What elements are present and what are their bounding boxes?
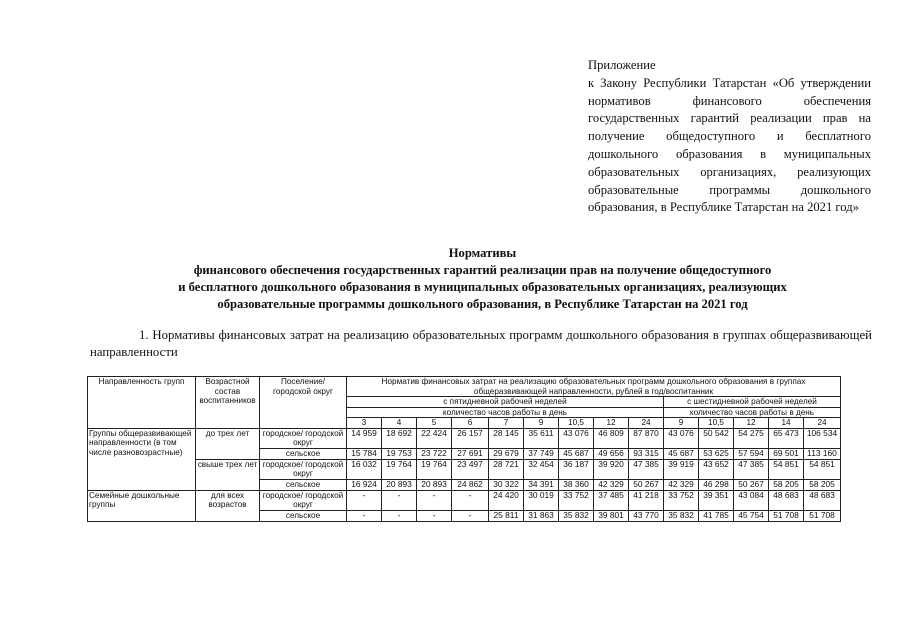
value-cell: - — [382, 490, 417, 510]
hours-cell: 5 — [417, 418, 452, 429]
value-cell: 54 275 — [734, 428, 769, 448]
value-cell: 24 420 — [489, 490, 524, 510]
value-cell: 28 145 — [489, 428, 524, 448]
value-cell: 27 691 — [452, 448, 489, 459]
value-cell: 43 084 — [734, 490, 769, 510]
value-cell: 51 708 — [769, 510, 804, 521]
value-cell: 45 687 — [664, 448, 699, 459]
value-cell: 87 870 — [629, 428, 664, 448]
value-cell: - — [452, 490, 489, 510]
value-cell: 19 764 — [417, 459, 452, 479]
value-cell: 18 692 — [382, 428, 417, 448]
value-cell: 48 683 — [769, 490, 804, 510]
value-cell: 34 391 — [524, 479, 559, 490]
value-cell: 35 611 — [524, 428, 559, 448]
value-cell: 113 160 — [804, 448, 841, 459]
header-hours-label-6: количество часов работы в день — [664, 407, 841, 418]
value-cell: 106 534 — [804, 428, 841, 448]
hours-cell: 24 — [629, 418, 664, 429]
row-settlement: городское/ городской округ — [260, 459, 347, 479]
value-cell: 41 785 — [699, 510, 734, 521]
value-cell: 51 708 — [804, 510, 841, 521]
value-cell: 47 385 — [629, 459, 664, 479]
hours-cell: 9 — [524, 418, 559, 429]
value-cell: - — [382, 510, 417, 521]
hours-cell: 9 — [664, 418, 699, 429]
value-cell: 26 157 — [452, 428, 489, 448]
value-cell: 93 315 — [629, 448, 664, 459]
value-cell: 37 749 — [524, 448, 559, 459]
value-cell: 16 924 — [347, 479, 382, 490]
value-cell: 30 019 — [524, 490, 559, 510]
value-cell: 36 187 — [559, 459, 594, 479]
value-cell: 28 721 — [489, 459, 524, 479]
value-cell: 32 454 — [524, 459, 559, 479]
norms-table — [87, 376, 841, 522]
hours-cell: 12 — [594, 418, 629, 429]
header-hours-label-5: количество часов работы в день — [347, 407, 664, 418]
hours-cell: 6 — [452, 418, 489, 429]
value-cell: 16 032 — [347, 459, 382, 479]
value-cell: 41 218 — [629, 490, 664, 510]
value-cell: 58 205 — [769, 479, 804, 490]
value-cell: 57 594 — [734, 448, 769, 459]
value-cell: 30 322 — [489, 479, 524, 490]
value-cell: 47 385 — [734, 459, 769, 479]
value-cell: 69 501 — [769, 448, 804, 459]
value-cell: 45 687 — [559, 448, 594, 459]
table-row — [88, 490, 841, 510]
value-cell: - — [347, 490, 382, 510]
value-cell: 25 811 — [489, 510, 524, 521]
value-cell: 24 862 — [452, 479, 489, 490]
value-cell: 54 851 — [804, 459, 841, 479]
value-cell: - — [417, 490, 452, 510]
appendix-text: к Закону Республики Татарстан «Об утверждении нормативов финансового обеспечения государственных гарантий реализации прав на получение общедоступного и бесплатного дошкольного образования в муниципальных образовательных организациях, реализующих образовательные программы дошкольного образования, в Республике Татарстан на 2021 год» — [588, 75, 871, 215]
value-cell: 31 863 — [524, 510, 559, 521]
row-settlement: городское/ городской округ — [260, 490, 347, 510]
hours-cell: 10,5 — [559, 418, 594, 429]
appendix-heading: Приложение — [588, 58, 656, 72]
hours-cell: 14 — [769, 418, 804, 429]
hours-cell: 24 — [804, 418, 841, 429]
value-cell: 35 832 — [664, 510, 699, 521]
value-cell: 49 656 — [594, 448, 629, 459]
value-cell: 19 764 — [382, 459, 417, 479]
value-cell: 43 770 — [629, 510, 664, 521]
value-cell: 20 893 — [417, 479, 452, 490]
value-cell: 23 722 — [417, 448, 452, 459]
value-cell: 39 920 — [594, 459, 629, 479]
value-cell: 65 473 — [769, 428, 804, 448]
header-settlement: Поселение/ городской округ — [260, 377, 347, 429]
hours-cell: 7 — [489, 418, 524, 429]
value-cell: 23 497 — [452, 459, 489, 479]
hours-cell: 12 — [734, 418, 769, 429]
value-cell: 53 625 — [699, 448, 734, 459]
hours-cell: 10,5 — [699, 418, 734, 429]
doc-subtitle-line3: образовательные программы дошкольного образования, в Республике Татарстан на 2021 год — [217, 297, 748, 311]
value-cell: 38 360 — [559, 479, 594, 490]
value-cell: 58 205 — [804, 479, 841, 490]
value-cell: 50 267 — [629, 479, 664, 490]
value-cell: 29 679 — [489, 448, 524, 459]
value-cell: - — [347, 510, 382, 521]
doc-subtitle-line1: финансового обеспечения государственных гарантий реализации прав на получение общедоступного — [193, 263, 772, 277]
appendix-block — [588, 57, 871, 217]
value-cell: - — [417, 510, 452, 521]
value-cell: 43 652 — [699, 459, 734, 479]
value-cell: 46 298 — [699, 479, 734, 490]
hours-cell: 4 — [382, 418, 417, 429]
row-settlement: городское/ городской округ — [260, 428, 347, 448]
table-row — [88, 428, 841, 448]
doc-title: Нормативы — [448, 246, 517, 260]
header-six-day: с шестидневной рабочей неделей — [664, 397, 841, 408]
value-cell: 19 753 — [382, 448, 417, 459]
value-cell: 50 267 — [734, 479, 769, 490]
value-cell: 43 076 — [559, 428, 594, 448]
value-cell: 22 424 — [417, 428, 452, 448]
row-direction-family: Семейные дошкольные группы — [88, 490, 196, 521]
row-age-all: для всех возрастов — [196, 490, 260, 521]
row-settlement: сельское — [260, 448, 347, 459]
value-cell: 50 542 — [699, 428, 734, 448]
value-cell: 46 809 — [594, 428, 629, 448]
header-five-day: с пятидневной рабочей неделей — [347, 397, 664, 408]
value-cell: 39 919 — [664, 459, 699, 479]
value-cell: 54 851 — [769, 459, 804, 479]
value-cell: 39 351 — [699, 490, 734, 510]
hours-cell: 3 — [347, 418, 382, 429]
value-cell: 42 329 — [594, 479, 629, 490]
row-settlement: сельское — [260, 479, 347, 490]
value-cell: 33 752 — [559, 490, 594, 510]
value-cell: 35 832 — [559, 510, 594, 521]
section-paragraph — [90, 327, 872, 361]
row-age-under3: до трех лет — [196, 428, 260, 459]
value-cell: 48 683 — [804, 490, 841, 510]
value-cell: - — [452, 510, 489, 521]
doc-subtitle-line2: и бесплатного дошкольного образования в муниципальных образовательных организациях, реализующих — [178, 280, 787, 294]
header-norm: Норматив финансовых затрат на реализацию образовательных программ дошкольного образования в группах общеразвивающей направленности, рублей в год/воспитанник — [347, 377, 841, 397]
section-paragraph-text: 1. Нормативы финансовых затрат на реализацию образовательных программ дошкольного образования в группах общеразвивающей направленности — [90, 328, 872, 359]
value-cell: 15 784 — [347, 448, 382, 459]
value-cell: 45 754 — [734, 510, 769, 521]
value-cell: 14 959 — [347, 428, 382, 448]
value-cell: 42 329 — [664, 479, 699, 490]
header-age: Возрастной состав воспитанников — [196, 377, 260, 429]
row-settlement: сельское — [260, 510, 347, 521]
value-cell: 37 485 — [594, 490, 629, 510]
header-direction: Направленность групп — [88, 377, 196, 429]
value-cell: 43 076 — [664, 428, 699, 448]
row-age-over3: свыше трех лет — [196, 459, 260, 490]
value-cell: 20 893 — [382, 479, 417, 490]
row-direction-general: Группы общеразвивающей направленности (в том числе разновозрастные) — [88, 428, 196, 490]
table-row — [88, 459, 841, 479]
value-cell: 33 752 — [664, 490, 699, 510]
value-cell: 39 801 — [594, 510, 629, 521]
